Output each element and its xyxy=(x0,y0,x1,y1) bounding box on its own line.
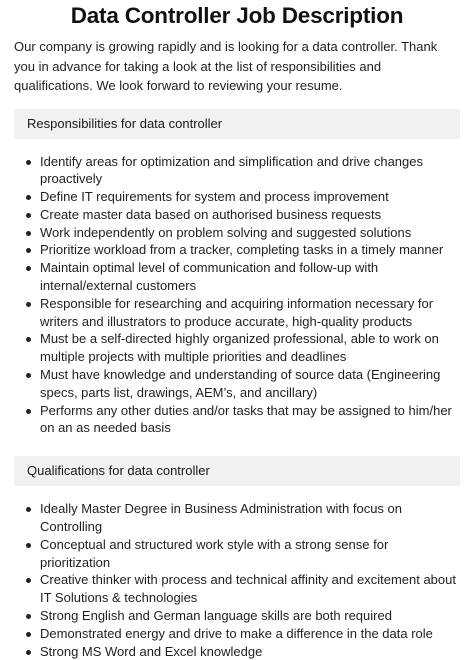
bullet-icon xyxy=(26,248,31,253)
list-item xyxy=(14,571,460,607)
list-item xyxy=(14,402,460,438)
page-title: Data Controller Job Description xyxy=(70,3,404,28)
list-item xyxy=(14,330,460,366)
bullet-icon xyxy=(26,373,31,378)
list-item xyxy=(14,259,460,295)
bullet-icon xyxy=(26,543,31,548)
intro-paragraph: Our company is growing rapidly and is looking for a data controller. Thank you in advance for taking a look at the list of responsibilities and qualifications. We look forward to reviewing your resume. xyxy=(14,39,438,93)
list-item-text: Strong MS Word and Excel knowledge xyxy=(40,643,263,659)
list-item xyxy=(14,500,460,536)
list-item-text: Conceptual and structured work style with a strong sense for prioritization xyxy=(40,536,389,570)
list-item-text: Demonstrated energy and drive to make a difference in the data role xyxy=(40,625,433,641)
list-item-text: Create master data based on authorised business requests xyxy=(40,206,382,222)
list-item-text: Work independently on problem solving and suggested solutions xyxy=(40,224,412,240)
list-item-text: Must be a self-directed highly organized professional, able to work on multiple projects with multiple priorities and deadlines xyxy=(40,331,439,365)
bullet-icon xyxy=(26,213,31,218)
section-spacer xyxy=(14,437,460,443)
qualifications-heading: Qualifications for data controller xyxy=(14,456,460,486)
bullet-icon xyxy=(26,231,31,236)
qualifications-list xyxy=(14,500,460,660)
bullet-icon xyxy=(26,195,31,200)
list-item-text: Define IT requirements for system and process improvement xyxy=(40,189,389,205)
bullet-icon xyxy=(26,650,31,655)
list-item xyxy=(14,241,460,259)
list-item xyxy=(14,625,460,643)
bullet-icon xyxy=(26,337,31,342)
bullet-icon xyxy=(26,160,31,165)
list-item xyxy=(14,153,460,189)
list-item xyxy=(14,224,460,242)
list-item-text: Strong English and German language skills are both required xyxy=(40,608,392,624)
list-item xyxy=(14,607,460,625)
bullet-icon xyxy=(26,266,31,271)
list-item xyxy=(14,366,460,402)
list-item xyxy=(14,536,460,572)
bullet-icon xyxy=(26,302,31,307)
list-item-text: Must have knowledge and understanding of source data (Engineering specs, parts list, drawings, AEM’s, and ancillary) xyxy=(40,367,441,400)
list-item-text: Ideally Master Degree in Business Administration with focus on Controlling xyxy=(40,501,403,535)
list-item-text: Identify areas for optimization and simplification and drive changes proactively xyxy=(40,153,423,187)
list-item xyxy=(14,643,460,660)
list-item xyxy=(14,188,460,206)
list-item xyxy=(14,206,460,224)
responsibilities-heading: Responsibilities for data controller xyxy=(14,109,460,139)
bullet-icon xyxy=(26,578,31,583)
bullet-icon xyxy=(26,632,31,637)
list-item-text: Prioritize workload from a tracker, completing tasks in a timely manner xyxy=(40,242,444,258)
bullet-icon xyxy=(26,614,31,619)
list-item-text: Performs any other duties and/or tasks that may be assigned to him/her on an as needed basis xyxy=(40,402,452,436)
bullet-icon xyxy=(26,507,31,512)
list-item-text: Maintain optimal level of communication and follow-up with internal/external customers xyxy=(40,260,379,294)
list-item-text: Creative thinker with process and technical affinity and excitement about IT Solutions & technologies xyxy=(40,572,456,606)
list-item xyxy=(14,295,460,331)
bullet-icon xyxy=(26,409,31,414)
responsibilities-list xyxy=(14,153,460,438)
list-item-text: Responsible for researching and acquiring information necessary for writers and illustrators to produce accurate, high-quality products xyxy=(40,295,434,329)
